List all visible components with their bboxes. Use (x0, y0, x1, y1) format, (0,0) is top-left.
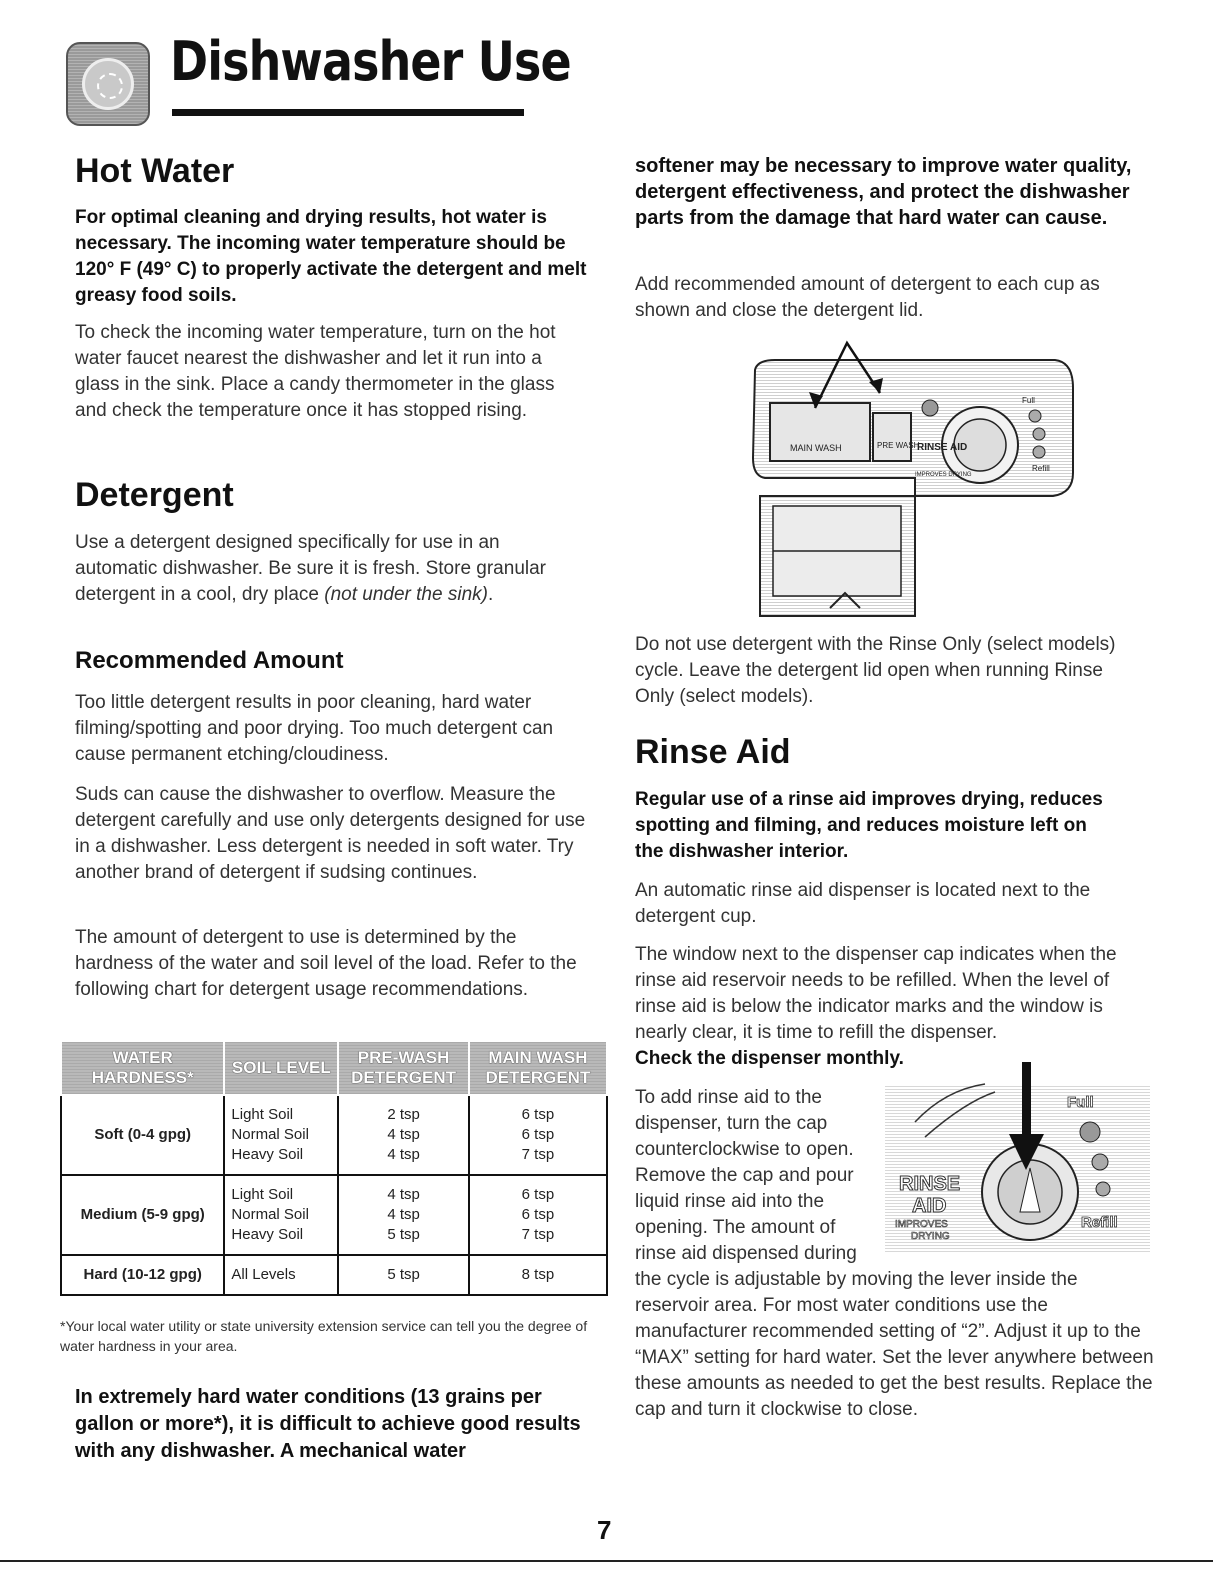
hot-water-lead: For optimal cleaning and drying results, hot water is necessary. The incoming water temperature should be 120° F (49° C) to properly activate the detergent and melt greasy food soils. (75, 207, 587, 306)
add-detergent-text: Add recommended amount of detergent to each cup as shown and close the detergent lid. (635, 274, 1100, 321)
recommended-p1: Too little detergent results in poor cleaning, hard water filming/spotting and poor drying. Too much detergent can cause permanent etching/cloudiness. (75, 692, 554, 765)
table-row (61, 1255, 607, 1295)
recommended-p3: The amount of detergent to use is determined by the hardness of the water and soil level of the load. Refer to the following chart for detergent usage recommendations. (75, 927, 577, 1000)
header-prewash: PRE-WASH DETERGENT (338, 1041, 469, 1095)
page-number: 7 (597, 1515, 612, 1545)
hot-water-heading: Hot Water (75, 152, 235, 190)
soil-cell: All Levels (224, 1255, 338, 1295)
mainwash-cell: 6 tsp 6 tsp 7 tsp (469, 1095, 607, 1175)
chart-footnote: *Your local water utility or state university extension service can tell you the degree of water hardness in your area. (60, 1318, 588, 1354)
hard-water-note-left: In extremely hard water conditions (13 grains per gallon or more*), it is difficult to achieve good results with any dishwasher. A mechanical water (75, 1386, 581, 1462)
improves-drying-label: IMPROVES DRYING (915, 472, 972, 478)
rinse-aid-cap-figure (885, 1062, 1153, 1262)
rinse-aid-p1: An automatic rinse aid dispenser is located next to the detergent cup. (635, 880, 1091, 927)
refill-label: Refill (1032, 464, 1050, 473)
refill-label: Refill (1081, 1214, 1118, 1231)
full-label: Full (1022, 396, 1035, 405)
hardness-cell: Hard (10-12 gpg) (61, 1255, 224, 1295)
header-soil-level: SOIL LEVEL (224, 1041, 338, 1095)
hot-water-body: To check the incoming water temperature, turn on the hot water faucet nearest the dishwasher and let it run into a glass in the sink. Place a candy thermometer in the glass and check the temperature once it has stopped rising. (75, 322, 556, 421)
prewash-cell: 4 tsp 4 tsp 5 tsp (338, 1175, 469, 1255)
pre-wash-label: PRE WASH (877, 441, 920, 450)
rinse-only-note: Do not use detergent with the Rinse Only (select models) cycle. Leave the detergent lid open when running Rinse Only (select models). (635, 634, 1116, 707)
detergent-chart (60, 1040, 608, 1296)
soil-cell: Light Soil Normal Soil Heavy Soil (224, 1175, 338, 1255)
recommended-amount-heading: Recommended Amount (75, 647, 344, 674)
page-title: Dishwasher Use (170, 30, 571, 93)
full-label: Full (1067, 1094, 1094, 1111)
mainwash-cell: 8 tsp (469, 1255, 607, 1295)
header-water-hardness: WATER HARDNESS* (61, 1041, 224, 1095)
improves-label: IMPROVES (895, 1219, 948, 1230)
drying-label: DRYING (911, 1231, 950, 1242)
rinse-label: RINSE (899, 1173, 961, 1195)
table-row (61, 1175, 607, 1255)
recommended-p2: Suds can cause the dishwasher to overflow. Measure the detergent carefully and use only detergents designed for use in a dishwasher. Less detergent is needed in soft water. Try another brand of detergent if sudsing continues. (75, 784, 586, 883)
soil-cell: Light Soil Normal Soil Heavy Soil (224, 1095, 338, 1175)
chart-header-row (61, 1041, 607, 1095)
detergent-dispenser-figure (735, 338, 1080, 628)
prewash-cell: 2 tsp 4 tsp 4 tsp (338, 1095, 469, 1175)
rinse-aid-lead: Regular use of a rinse aid improves drying, reduces spotting and filming, and reduces moisture left on the dishwasher interior. (635, 789, 1103, 862)
hardness-cell: Soft (0-4 gpg) (61, 1095, 224, 1175)
aid-label: AID (912, 1195, 947, 1217)
hardness-cell: Medium (5-9 gpg) (61, 1175, 224, 1255)
prewash-cell: 5 tsp (338, 1255, 469, 1295)
rinse-aid-heading: Rinse Aid (635, 733, 791, 771)
mainwash-cell: 6 tsp 6 tsp 7 tsp (469, 1175, 607, 1255)
detergent-heading: Detergent (75, 476, 234, 514)
title-underline (172, 109, 524, 116)
down-arrow (1022, 1062, 1031, 1140)
rinse-aid-p3-start: To add rinse aid to the dispenser, turn the cap counterclockwise to open. Remove the cap and pour liquid rinse aid into the opening. The amount of rinse aid dispensed during (635, 1087, 857, 1264)
dishwasher-dial-icon (66, 42, 150, 126)
rinse-aid-p2: The window next to the dispenser cap indicates when the rinse aid reservoir needs to be refilled. When the level of rinse aid is below the indicator marks and the window is nearly clear, it is time to refill the dispenser. Check the dispenser monthly. (635, 944, 1117, 1069)
detergent-body: Use a detergent designed specifically for use in an automatic dishwasher. Be sure it is fresh. Store granular detergent in a cool, dry place (not under the sink). (75, 532, 547, 605)
header-mainwash: MAIN WASH DETERGENT (469, 1041, 607, 1095)
bottom-rule (0, 1560, 1213, 1562)
hard-water-note-right: softener may be necessary to improve water quality, detergent effectiveness, and protect the dishwasher parts from the damage that hard water can cause. (635, 155, 1132, 229)
table-row (61, 1095, 607, 1175)
rinse-aid-label: RINSE AID (917, 442, 968, 453)
main-wash-label: MAIN WASH (790, 443, 842, 453)
rinse-aid-p3-rest: the cycle is adjustable by moving the lever inside the reservoir area. For most water conditions use the manufacturer recommended setting of “2”. Adjust it up to the “MAX” setting for hard water. Set the lever anywhere between these amounts as needed to get the best results. Replace the cap and turn it clockwise to close. (635, 1269, 1154, 1420)
